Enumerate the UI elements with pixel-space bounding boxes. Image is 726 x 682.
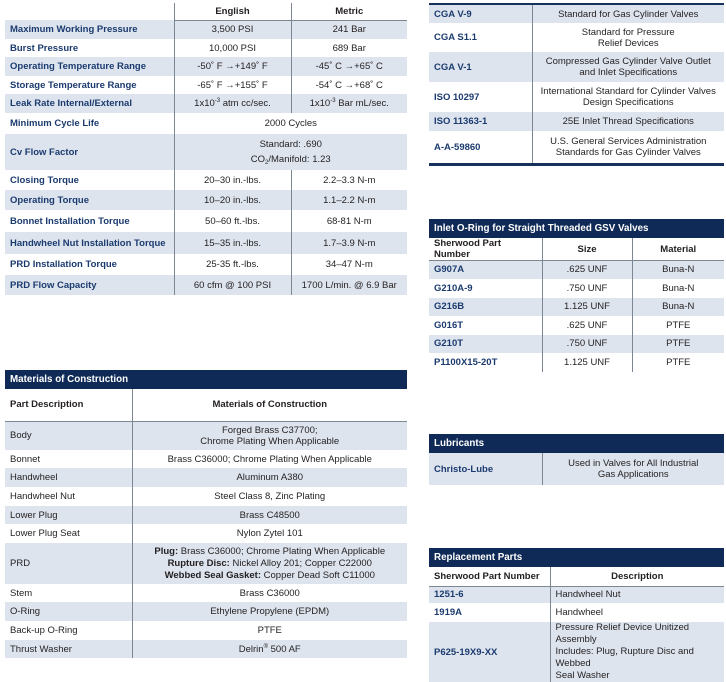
table-row bbox=[5, 602, 407, 621]
spec-label: Closing Torque bbox=[10, 174, 79, 186]
material-part: PRD bbox=[5, 543, 132, 584]
table-row bbox=[5, 468, 407, 487]
spec-english: 10–20 in.-lbs. bbox=[174, 190, 291, 210]
spec-metric: -45˚ C →+65˚ C bbox=[291, 57, 407, 76]
oring-col-part: Sherwood Part Number bbox=[429, 238, 542, 261]
table-row bbox=[5, 543, 407, 584]
table-row bbox=[429, 131, 724, 163]
standard-code: A-A-59860 bbox=[434, 141, 481, 153]
spec-label: PRD Flow Capacity bbox=[5, 275, 174, 295]
table-row bbox=[5, 524, 407, 543]
material-part: Handwheel bbox=[5, 468, 132, 487]
spec-metric: 34–47 N-m bbox=[291, 254, 407, 275]
spec-metric: 68-81 N-m bbox=[291, 210, 407, 232]
spec-english: 60 cfm @ 100 PSI bbox=[174, 275, 291, 295]
material-value: Brass C48500 bbox=[132, 506, 407, 524]
table-row bbox=[5, 190, 407, 210]
specifications-table bbox=[5, 3, 407, 295]
spec-metric: 1700 L/min. @ 6.9 Bar bbox=[291, 275, 407, 295]
table-row bbox=[429, 5, 724, 23]
table-row bbox=[429, 316, 724, 335]
spec-label: Burst Pressure bbox=[10, 42, 79, 54]
materials-title: Materials of Construction bbox=[5, 370, 407, 389]
standards-table bbox=[429, 3, 724, 166]
spec-metric: $1x10^{-3}$ Bar mL/sec. bbox=[291, 94, 407, 113]
table-row bbox=[5, 210, 407, 232]
replacement-header-row bbox=[429, 567, 724, 586]
oring-part: P1100X15-20T bbox=[434, 356, 498, 368]
specs-header-row bbox=[5, 3, 407, 20]
oring-part: G907A bbox=[429, 261, 542, 279]
material-part: Stem bbox=[10, 587, 33, 599]
replacement-title: Replacement Parts bbox=[429, 548, 724, 567]
material-value: Plug: Brass C36000; Chrome Plating When Applicable Rupture Disc: Nickel Alloy 201; Copper C22000 Webbed Seal Gasket: Copper Dead Soft C11000 bbox=[132, 543, 407, 584]
standard-code: CGA V-1 bbox=[429, 52, 532, 82]
table-row bbox=[5, 113, 407, 134]
spec-english: 10,000 PSI bbox=[174, 39, 291, 57]
table-row bbox=[5, 20, 407, 39]
spec-value: Standard: .690 $CO_2$/Manifold: 1.23 bbox=[174, 134, 407, 170]
replacement-col-part: Sherwood Part Number bbox=[429, 567, 550, 586]
specs-col-metric: Metric bbox=[291, 3, 407, 20]
materials-table bbox=[5, 370, 407, 658]
inlet-oring-table bbox=[429, 219, 724, 372]
table-row bbox=[5, 450, 407, 468]
material-part: Bonnet bbox=[10, 453, 41, 465]
spec-english: 15–35 in.-lbs. bbox=[174, 232, 291, 254]
spec-english: $1x10^{-3}$ atm cc/sec. bbox=[174, 94, 291, 113]
table-row bbox=[429, 279, 724, 298]
standard-desc: International Standard for Cylinder Valves Design Specifications bbox=[532, 82, 724, 112]
material-value: Delrin® 500 AF bbox=[132, 640, 407, 658]
lubricants-title: Lubricants bbox=[429, 434, 724, 453]
material-value: PTFE bbox=[132, 621, 407, 640]
table-row bbox=[5, 254, 407, 275]
spec-metric: 1.7–3.9 N-m bbox=[291, 232, 407, 254]
spec-metric: 2.2–3.3 N-m bbox=[291, 170, 407, 190]
material-part: Handwheel Nut bbox=[10, 491, 75, 502]
standard-code: ISO 10297 bbox=[434, 91, 480, 103]
table-row bbox=[5, 76, 407, 94]
spec-english: -65˚ F →+155˚ F bbox=[174, 76, 291, 94]
material-part: Thrust Washer bbox=[5, 640, 132, 658]
material-value: Ethylene Propylene (EPDM) bbox=[132, 602, 407, 621]
table-row bbox=[5, 134, 407, 170]
oring-col-material: Material bbox=[632, 238, 724, 261]
oring-material: PTFE bbox=[632, 353, 724, 372]
oring-title: Inlet O-Ring for Straight Threaded GSV Valves bbox=[429, 219, 724, 238]
oring-part: G210T bbox=[429, 335, 542, 353]
table-row bbox=[429, 335, 724, 353]
specs-col-english: English bbox=[174, 3, 291, 20]
oring-part: G210A-9 bbox=[434, 282, 473, 294]
replacement-part: 1251-6 bbox=[429, 586, 550, 603]
spec-value: 2000 Cycles bbox=[174, 113, 407, 134]
replacement-desc: Pressure Relief Device Unitized Assembly Includes: Plug, Rupture Disc and Webbed Seal Washer bbox=[550, 622, 724, 682]
standard-code: ISO 11363-1 bbox=[429, 112, 532, 131]
spec-label: Minimum Cycle Life bbox=[10, 118, 100, 129]
table-row bbox=[429, 453, 724, 485]
spec-english: 3,500 PSI bbox=[174, 20, 291, 39]
material-value: Nylon Zytel 101 bbox=[132, 524, 407, 543]
standard-desc: U.S. General Services Administration Standards for Gas Cylinder Valves bbox=[532, 131, 724, 163]
materials-header-row bbox=[5, 389, 407, 421]
spec-english: -50˚ F →+149˚ F bbox=[174, 57, 291, 76]
material-part: Lower Plug Seat bbox=[10, 528, 80, 539]
oring-material: Buna-N bbox=[632, 298, 724, 316]
spec-label: Operating Torque bbox=[5, 190, 174, 210]
spec-english: 20–30 in.-lbs. bbox=[174, 170, 291, 190]
material-value: Brass C36000; Chrome Plating When Applicable bbox=[132, 450, 407, 468]
oring-size: .750 UNF bbox=[542, 279, 632, 298]
oring-size: 1.125 UNF bbox=[542, 298, 632, 316]
oring-header-row bbox=[429, 238, 724, 261]
table-row bbox=[5, 94, 407, 113]
oring-size: .625 UNF bbox=[542, 316, 632, 335]
spec-metric: 241 Bar bbox=[291, 20, 407, 39]
standard-code: CGA V-9 bbox=[429, 5, 532, 23]
oring-material: PTFE bbox=[632, 316, 724, 335]
material-part: Back-up O-Ring bbox=[10, 625, 78, 636]
material-value: Forged Brass C37700; Chrome Plating When Applicable bbox=[132, 421, 407, 450]
table-row bbox=[429, 112, 724, 131]
replacement-part: 1919A bbox=[434, 607, 462, 618]
spec-label: PRD Installation Torque bbox=[10, 259, 117, 270]
standard-desc: 25E Inlet Thread Specifications bbox=[532, 112, 724, 131]
replacement-parts-table bbox=[429, 548, 724, 682]
table-row bbox=[5, 506, 407, 524]
replacement-desc: Handwheel bbox=[550, 603, 724, 622]
table-row bbox=[5, 640, 407, 658]
spec-label: Maximum Working Pressure bbox=[5, 20, 174, 39]
spec-label: Cv Flow Factor bbox=[5, 134, 174, 170]
spec-english: 25-35 ft.-lbs. bbox=[174, 254, 291, 275]
table-row bbox=[429, 82, 724, 112]
standard-desc: Compressed Gas Cylinder Valve Outlet and Inlet Specifications bbox=[532, 52, 724, 82]
materials-col-materials: Materials of Construction bbox=[132, 389, 407, 421]
oring-part: G216B bbox=[429, 298, 542, 316]
oring-size: .625 UNF bbox=[542, 261, 632, 279]
material-part: O-Ring bbox=[5, 602, 132, 621]
table-row bbox=[429, 52, 724, 82]
lubricant-name: Christo-Lube bbox=[429, 453, 542, 485]
lubricants-table bbox=[429, 434, 724, 485]
table-row bbox=[5, 170, 407, 190]
oring-material: PTFE bbox=[632, 335, 724, 353]
table-row bbox=[5, 275, 407, 295]
material-part: Body bbox=[5, 421, 132, 450]
table-row bbox=[5, 57, 407, 76]
oring-size: .750 UNF bbox=[542, 335, 632, 353]
oring-part: G016T bbox=[434, 319, 464, 331]
oring-material: Buna-N bbox=[632, 279, 724, 298]
spec-metric: 1.1–2.2 N-m bbox=[291, 190, 407, 210]
table-row bbox=[429, 353, 724, 372]
standard-code: CGA S1.1 bbox=[434, 32, 477, 43]
table-row bbox=[5, 232, 407, 254]
table-row bbox=[429, 586, 724, 603]
material-value: Aluminum A380 bbox=[132, 468, 407, 487]
lubricant-desc: Used in Valves for All Industrial Gas Applications bbox=[542, 453, 724, 485]
table-row bbox=[429, 261, 724, 279]
replacement-part: P625-19X9-XX bbox=[429, 622, 550, 682]
spec-metric: 689 Bar bbox=[291, 39, 407, 57]
oring-material: Buna-N bbox=[632, 261, 724, 279]
spec-label: Bonnet Installation Torque bbox=[10, 215, 130, 227]
oring-col-size: Size bbox=[542, 238, 632, 261]
table-row bbox=[5, 39, 407, 57]
spec-label: Leak Rate Internal/External bbox=[5, 94, 174, 113]
oring-size: 1.125 UNF bbox=[542, 353, 632, 372]
spec-english: 50–60 ft.-lbs. bbox=[174, 210, 291, 232]
standard-desc: Standard for Pressure Relief Devices bbox=[532, 23, 724, 52]
table-row bbox=[429, 23, 724, 52]
spec-label: Storage Temperature Range bbox=[10, 79, 137, 91]
table-row bbox=[429, 622, 724, 682]
material-part: Lower Plug bbox=[5, 506, 132, 524]
materials-col-part: Part Description bbox=[5, 389, 132, 421]
material-value: Steel Class 8, Zinc Plating bbox=[132, 487, 407, 506]
table-row bbox=[429, 298, 724, 316]
replacement-col-desc: Description bbox=[550, 567, 724, 586]
material-value: Brass C36000 bbox=[132, 584, 407, 602]
table-row bbox=[429, 603, 724, 622]
spec-label: Handwheel Nut Installation Torque bbox=[5, 232, 174, 254]
spec-label: Operating Temperature Range bbox=[5, 57, 174, 76]
standard-desc: Standard for Gas Cylinder Valves bbox=[532, 5, 724, 23]
table-row bbox=[5, 621, 407, 640]
table-row bbox=[5, 487, 407, 506]
table-row bbox=[5, 584, 407, 602]
table-row bbox=[5, 421, 407, 450]
spec-metric: -54˚ C →+68˚ C bbox=[291, 76, 407, 94]
replacement-desc: Handwheel Nut bbox=[550, 586, 724, 603]
